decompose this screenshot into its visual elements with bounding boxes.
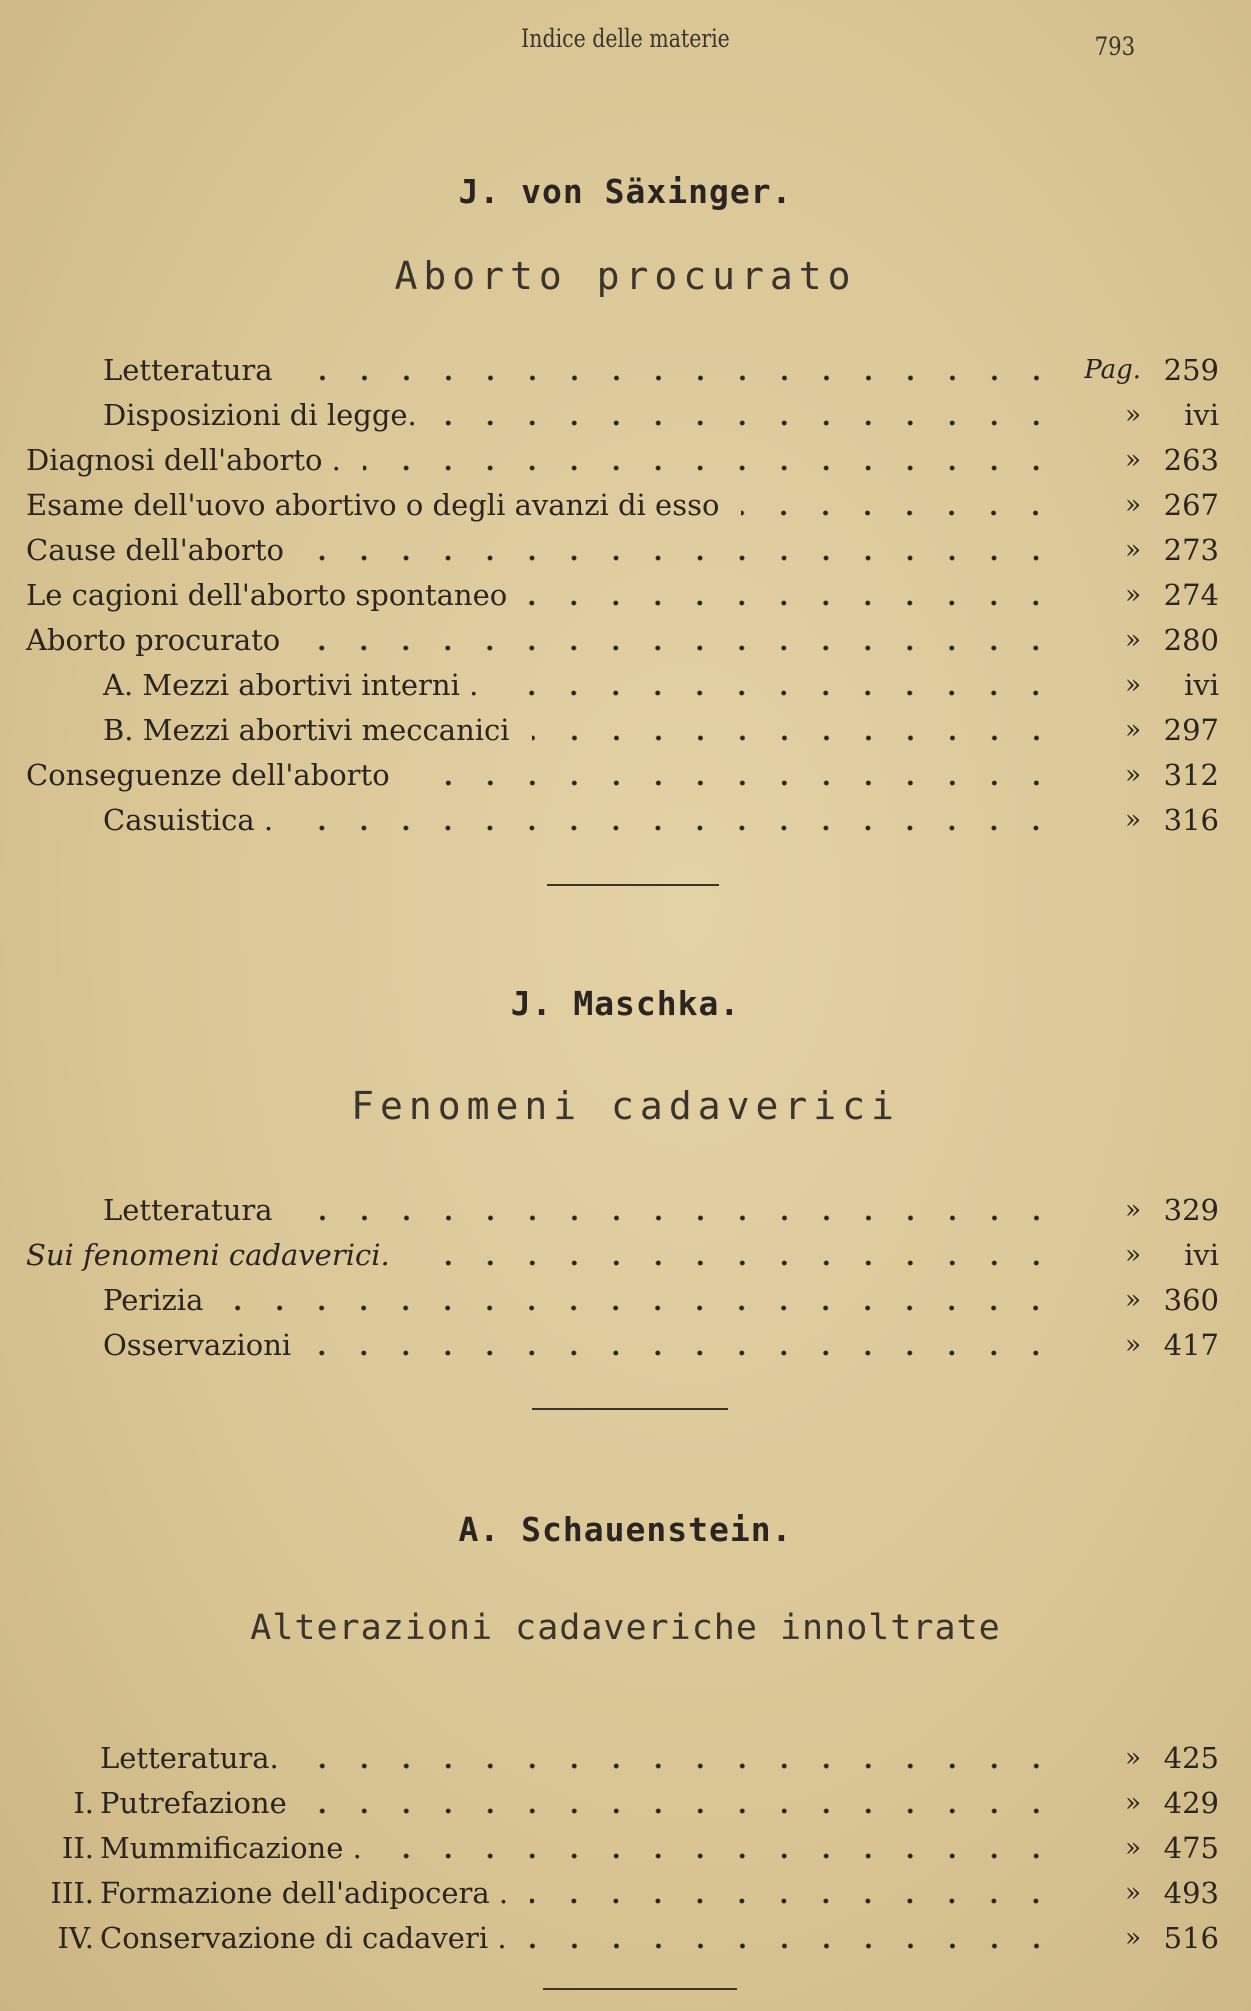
- page-ref-marker: »: [1125, 625, 1141, 655]
- entry-numeral: IV.: [57, 1921, 94, 1955]
- toc-entry: [0, 1317, 1251, 1362]
- entry-page-number: ivi: [1184, 398, 1219, 432]
- entry-numeral: I.: [73, 1786, 94, 1820]
- entry-page-number: 417: [1163, 1328, 1219, 1362]
- toc-entry: [0, 1227, 1251, 1272]
- entry-page-number: 263: [1163, 443, 1219, 477]
- toc-entry: [0, 567, 1251, 612]
- section-author: A. Schauenstein.: [458, 1510, 793, 1549]
- toc-entry: [0, 1775, 1251, 1820]
- toc-entry: [0, 432, 1251, 477]
- entry-page-number: 274: [1163, 578, 1219, 612]
- entry-label: A. Mezzi abortivi interni .: [103, 668, 479, 702]
- entry-label: Casuistica .: [103, 803, 274, 837]
- page-ref-marker: »: [1125, 1195, 1141, 1225]
- entry-label: Cause dell'aborto: [26, 533, 284, 567]
- entry-label: Letteratura.: [100, 1741, 279, 1775]
- dot-leader: [313, 1328, 1057, 1362]
- page-ref-marker: »: [1125, 400, 1141, 430]
- dot-leader: [295, 1193, 1057, 1227]
- entry-label: Putrefazione: [100, 1786, 287, 1820]
- section-author: J. von Säxinger.: [458, 172, 793, 211]
- toc-entry: [0, 342, 1251, 387]
- entry-page-number: 280: [1163, 623, 1219, 657]
- entry-label: Formazione dell'adipocera .: [100, 1876, 509, 1910]
- toc-entry: [0, 1182, 1251, 1227]
- entry-label: Aborto procurato: [26, 623, 281, 657]
- toc-entry: [0, 1865, 1251, 1910]
- page-ref-marker: »: [1125, 805, 1141, 835]
- page-ref-marker: »: [1125, 670, 1141, 700]
- entry-label: Osservazioni: [103, 1328, 292, 1362]
- dot-leader: [295, 803, 1057, 837]
- entry-label: Mummificazione .: [100, 1831, 362, 1865]
- entry-label: Letteratura: [103, 353, 273, 387]
- page-ref-marker: »: [1125, 760, 1141, 790]
- entry-label: B. Mezzi abortivi meccanici: [103, 713, 510, 747]
- toc-entry: [0, 477, 1251, 522]
- entry-page-number: 360: [1163, 1283, 1219, 1317]
- dot-leader: [309, 1786, 1057, 1820]
- toc-list: [0, 342, 1251, 837]
- entry-page-number: 329: [1163, 1193, 1219, 1227]
- entry-page-number: 316: [1163, 803, 1219, 837]
- entry-page-number: 493: [1163, 1876, 1219, 1910]
- page-ref-marker: »: [1125, 1878, 1141, 1908]
- toc-entry: [0, 1272, 1251, 1317]
- entry-page-number: 429: [1163, 1786, 1219, 1820]
- entry-numeral: II.: [61, 1831, 94, 1865]
- section-divider: [543, 1988, 737, 1990]
- page-ref-marker: Pag.: [1084, 355, 1141, 385]
- dot-leader: [295, 353, 1057, 387]
- dot-leader: [306, 533, 1057, 567]
- dot-leader: [363, 443, 1057, 477]
- page-ref-marker: »: [1125, 1743, 1141, 1773]
- section-divider: [547, 884, 719, 886]
- entry-label: Esame dell'uovo abortivo o degli avanzi di esso: [26, 488, 720, 522]
- entry-page-number: 516: [1163, 1921, 1219, 1955]
- entry-page-number: ivi: [1184, 1238, 1219, 1272]
- entry-page-number: 297: [1163, 713, 1219, 747]
- entry-page-number: 425: [1163, 1741, 1219, 1775]
- entry-label: Perizia: [103, 1283, 204, 1317]
- entry-label: Disposizioni di legge.: [103, 398, 417, 432]
- page-ref-marker: »: [1125, 715, 1141, 745]
- section-title: Alterazioni cadaveriche innoltrate: [250, 1608, 1001, 1648]
- toc-entry: [0, 1910, 1251, 1955]
- toc-entry: [0, 1730, 1251, 1775]
- dot-leader: [412, 1238, 1057, 1272]
- dot-leader: [302, 623, 1057, 657]
- entry-label: Conservazione di cadaveri .: [100, 1921, 507, 1955]
- section-author: J. Maschka.: [510, 984, 741, 1023]
- toc-entry: [0, 702, 1251, 747]
- page-ref-marker: »: [1125, 1833, 1141, 1863]
- section-title: Fenomeni cadaverici: [351, 1084, 900, 1128]
- page-number: 793: [1094, 32, 1136, 61]
- page-ref-marker: »: [1125, 1240, 1141, 1270]
- page-ref-marker: »: [1125, 1330, 1141, 1360]
- toc-list: [0, 1730, 1251, 1955]
- running-title: Indice delle materie: [521, 24, 730, 53]
- entry-numeral: III.: [50, 1876, 94, 1910]
- dot-leader: [741, 488, 1057, 522]
- entry-page-number: 475: [1163, 1831, 1219, 1865]
- toc-list: [0, 1182, 1251, 1362]
- toc-entry: [0, 747, 1251, 792]
- dot-leader: [301, 1741, 1057, 1775]
- toc-entry: [0, 387, 1251, 432]
- toc-entry: [0, 1820, 1251, 1865]
- entry-page-number: ivi: [1184, 668, 1219, 702]
- entry-label: Conseguenze dell'aborto: [26, 758, 390, 792]
- toc-entry: [0, 522, 1251, 567]
- dot-leader: [384, 1831, 1057, 1865]
- page-ref-marker: »: [1125, 580, 1141, 610]
- section-divider: [532, 1408, 728, 1410]
- page-ref-marker: »: [1125, 490, 1141, 520]
- entry-label: Diagnosi dell'aborto .: [26, 443, 341, 477]
- dot-leader: [500, 668, 1057, 702]
- dot-leader: [439, 398, 1057, 432]
- entry-page-number: 267: [1163, 488, 1219, 522]
- page-ref-marker: »: [1125, 1923, 1141, 1953]
- entry-page-number: 259: [1163, 353, 1219, 387]
- page-ref-marker: »: [1125, 1285, 1141, 1315]
- dot-leader: [412, 758, 1057, 792]
- entry-page-number: 273: [1163, 533, 1219, 567]
- dot-leader: [225, 1283, 1057, 1317]
- page-ref-marker: »: [1125, 445, 1141, 475]
- dot-leader: [530, 1876, 1057, 1910]
- toc-entry: [0, 612, 1251, 657]
- section-title: Aborto procurato: [394, 254, 857, 298]
- toc-entry: [0, 792, 1251, 837]
- page-ref-marker: »: [1125, 535, 1141, 565]
- page-ref-marker: »: [1125, 1788, 1141, 1818]
- entry-page-number: 312: [1163, 758, 1219, 792]
- dot-leader: [529, 1921, 1057, 1955]
- dot-leader: [529, 578, 1057, 612]
- entry-label: Sui fenomeni cadaverici.: [26, 1238, 390, 1272]
- toc-entry: [0, 657, 1251, 702]
- entry-label: Le cagioni dell'aborto spontaneo: [26, 578, 508, 612]
- dot-leader: [532, 713, 1057, 747]
- entry-label: Letteratura: [103, 1193, 273, 1227]
